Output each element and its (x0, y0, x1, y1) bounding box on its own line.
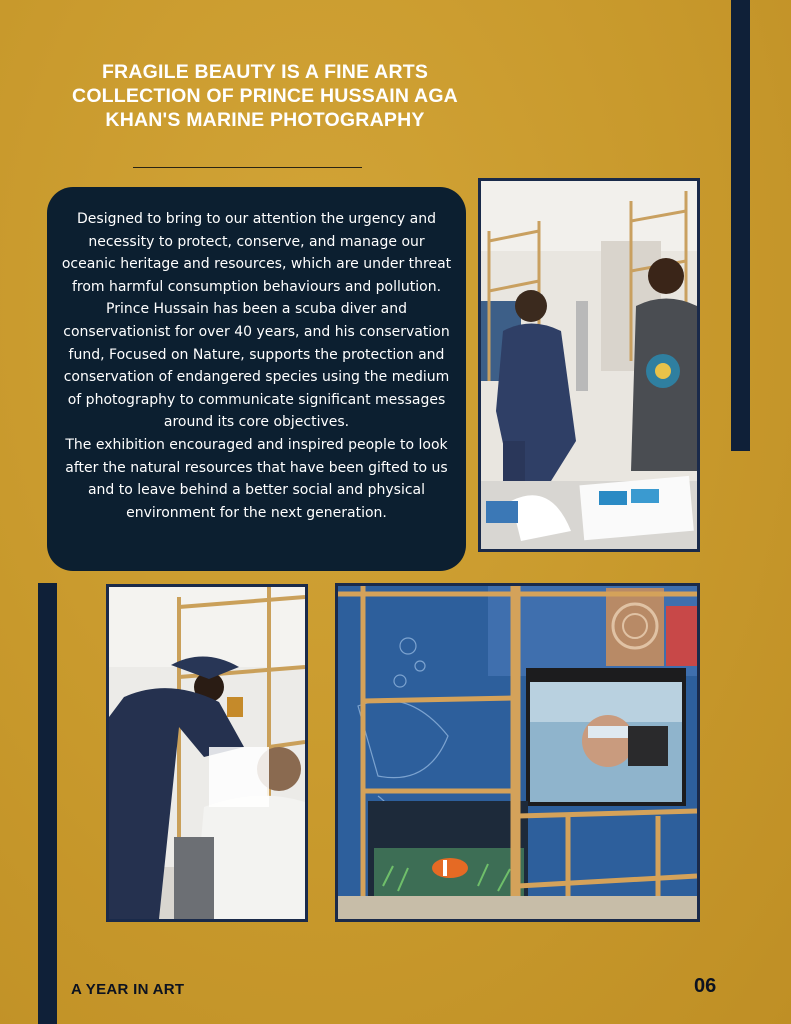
body-paragraph-3: The exhibition encouraged and inspired people to look after the natural resources that have been gifted to us and to leave behind a better social and physical environment for the next generation. (65, 436, 448, 521)
body-text-box (47, 187, 466, 571)
page-number: 06 (694, 975, 717, 997)
decorative-bar-right (731, 0, 750, 451)
body-paragraph-1: Designed to bring to our attention the urgency and necessity to protect, conserve, and manage our oceanic heritage and resources, which are under threat from harmful consumption behaviours and pollution. (61, 211, 452, 295)
photo-exhibition-display (335, 583, 700, 922)
photo-workers-reviewing-prints (478, 178, 700, 552)
page-title: FRAGILE BEAUTY IS A FINE ARTS COLLECTION OF PRINCE HUSSAIN AGA KHAN'S MARINE PHOTOGRAPHY (72, 61, 458, 131)
decorative-bar-left (38, 583, 57, 1024)
body-paragraph-2: Prince Hussain has been a scuba diver and conservationist for over 40 years, and his conservation fund, Focused on Nature, supports the protection and conservation of endangered species using the medium of photography to communicate significant messages around its core objectives. (63, 301, 450, 431)
title-underline (133, 167, 362, 168)
photo-assembling-frames (106, 584, 308, 922)
footer-label: A YEAR IN ART (71, 981, 185, 998)
